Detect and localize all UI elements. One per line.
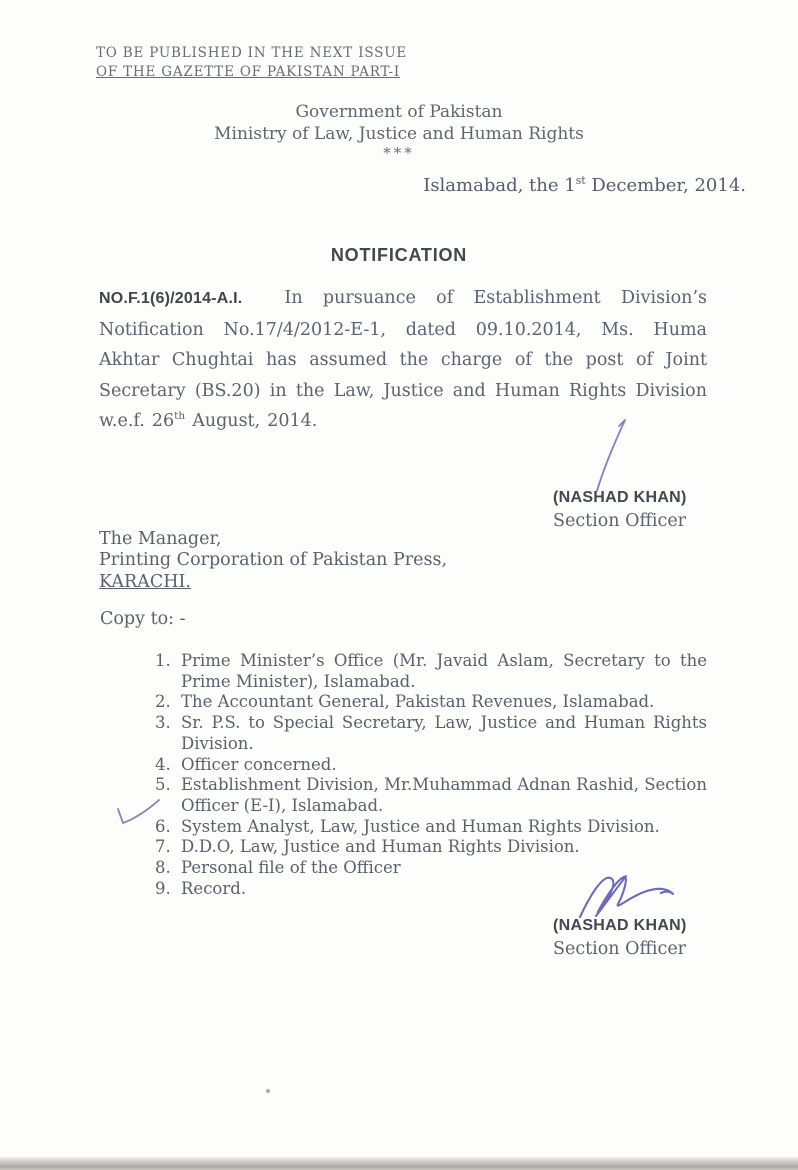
gazette-note-line2: OF THE GAZETTE OF PAKISTAN PART-I [96, 64, 401, 80]
date-line-prefix: Islamabad, the 1 [423, 175, 576, 196]
list-item [155, 651, 707, 692]
list-item-text: The Accountant General, Pakistan Revenues, Islamabad. [181, 692, 655, 712]
list-item-number: 4. [155, 754, 171, 774]
list-item-text: Personal file of the Officer [181, 858, 401, 878]
list-item-text: Establishment Division, Mr.Muhammad Adnan Rashid, Section Officer (E-I), Islamabad. [181, 775, 707, 815]
copy-to-label: Copy to: - [100, 609, 186, 629]
signatory-name: (NASHAD KHAN) [553, 489, 687, 506]
addressee-city: KARACHI. [99, 571, 191, 592]
addressee-line2: Printing Corporation of Pakistan Press, [99, 550, 448, 571]
list-item [155, 775, 707, 816]
list-item-number: 3. [155, 713, 171, 733]
date-superscript: st [575, 174, 586, 187]
pen-stroke-path [597, 420, 625, 491]
list-item [155, 692, 707, 713]
list-item-number: 5. [155, 775, 171, 795]
scan-stray-dot [266, 1089, 270, 1093]
list-item-number: 1. [155, 651, 171, 670]
gazette-note-line1: TO BE PUBLISHED IN THE NEXT ISSUE [96, 45, 408, 61]
list-item-number: 2. [155, 692, 171, 712]
reference-number: NO.F.1(6)/2014-A.I. [99, 290, 243, 307]
pen-checkmark [112, 795, 162, 829]
list-item-text: Sr. P.S. to Special Secretary, Law, Justice and Human Rights Division. [181, 713, 707, 753]
body-text: In pursuance of Establishment Division’s Notification No.17/4/2012-E-1, dated 09.10.2014, Ms. Huma Akhtar Chughtai has assumed the charge of the post of Joint Secretary (BS.20) in the Law, Justice and Human Rights Division w.e.f. 26 [99, 288, 707, 432]
notification-heading: NOTIFICATION [330, 245, 468, 265]
list-item-number: 6. [155, 816, 171, 836]
list-item-text: Prime Minister’s Office (Mr. Javaid Aslam, Secretary to the Prime Minister), Islamabad. [181, 651, 707, 691]
letterhead-government-line: Government of Pakistan [295, 102, 503, 122]
signature-path [580, 877, 673, 917]
addressee-line1: The Manager, [99, 529, 222, 549]
list-item [155, 713, 707, 754]
list-item [155, 755, 707, 776]
handwritten-signature [574, 871, 678, 921]
list-item-number: 9. [155, 878, 171, 898]
list-item-number: 7. [155, 837, 171, 857]
scan-edge-strip [0, 1157, 798, 1170]
addressee-block [99, 529, 447, 593]
list-item-text: System Analyst, Law, Justice and Human Rights Division. [181, 816, 660, 836]
list-item-text: D.D.O, Law, Justice and Human Rights Division. [181, 837, 580, 857]
letterhead-separator-stars: *** [383, 144, 415, 162]
letterhead-ministry-line: Ministry of Law, Justice and Human Rights [214, 124, 584, 144]
date-line [423, 175, 746, 196]
signatory-name: (NASHAD KHAN) [553, 917, 687, 934]
pen-checkmark-path [118, 800, 159, 823]
list-item-text: Officer concerned. [181, 754, 337, 774]
list-item [155, 817, 707, 838]
gazette-publication-note [96, 44, 407, 82]
list-item-number: 8. [155, 858, 171, 878]
signatory-title: Section Officer [553, 511, 687, 531]
signatory-title: Section Officer [553, 939, 687, 959]
signature-block-top [553, 489, 687, 531]
list-item-text: Record. [181, 878, 247, 898]
letterhead [0, 101, 798, 161]
signature-block-bottom [553, 917, 687, 959]
body-superscript: th [174, 410, 186, 423]
body-text-end: August, 2014. [185, 411, 318, 432]
pen-stroke-mark [584, 414, 634, 494]
copy-distribution-list [155, 651, 707, 899]
list-item [155, 837, 707, 858]
date-line-suffix: December, 2014. [585, 175, 746, 196]
